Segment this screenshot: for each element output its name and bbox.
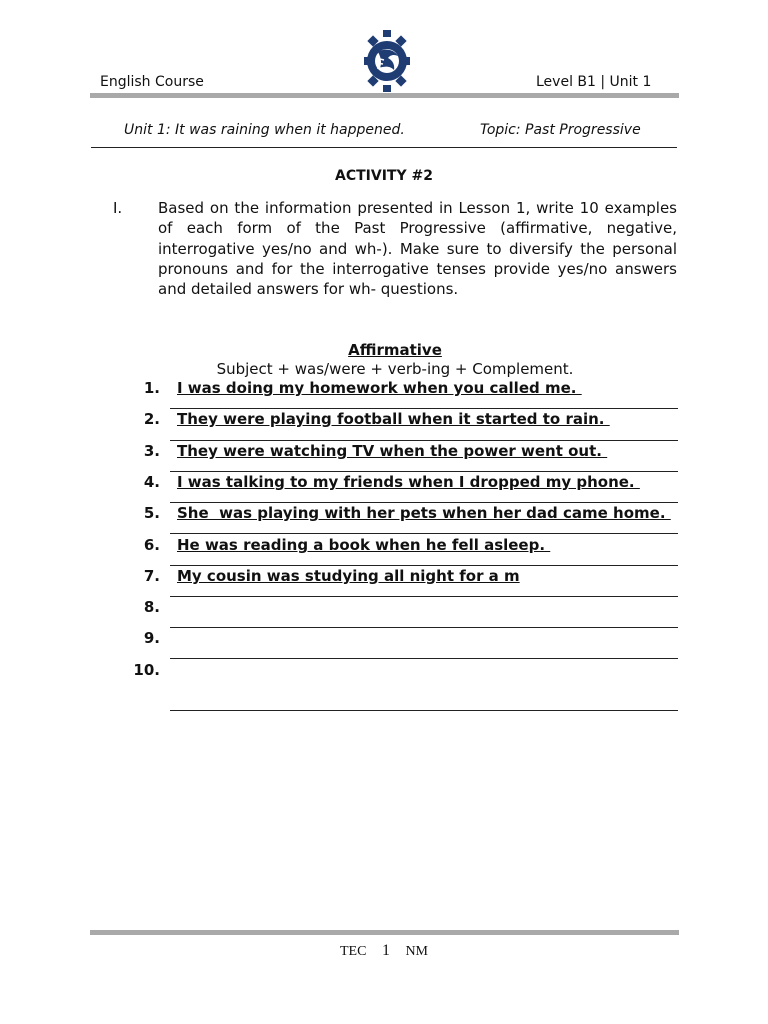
answer-line-2[interactable]: They were playing football when it started to rain. (177, 410, 610, 428)
answer-line-5[interactable]: She was playing with her pets when her dad came home. (177, 504, 671, 522)
answer-line-6[interactable]: He was reading a book when he fell asleep. (177, 536, 551, 554)
answer-rule (170, 471, 678, 472)
header-rule (91, 147, 677, 148)
activity-title: ACTIVITY #2 (335, 168, 433, 184)
answer-rule (170, 440, 678, 441)
answer-line-1[interactable]: I was doing my homework when you called me. (177, 379, 582, 397)
item-number: 2. (143, 410, 160, 428)
answer-rule (170, 502, 678, 503)
item-number: 9. (143, 629, 160, 647)
item-number: 3. (143, 442, 160, 460)
answer-rule (170, 627, 678, 628)
item-number: 1. (143, 379, 160, 397)
course-level: Level B1 | Unit 1 (536, 74, 652, 90)
footer-right-text: NM (405, 944, 428, 959)
answer-line-3[interactable]: They were watching TV when the power went out. (177, 442, 608, 460)
answer-rule (170, 658, 678, 659)
item-number: 6. (143, 536, 160, 554)
answer-rule (170, 533, 678, 534)
item-number: 7. (143, 567, 160, 585)
header-divider-bar (90, 93, 679, 98)
answer-rule (170, 408, 678, 409)
gear-with-eagle-logo (364, 30, 410, 92)
instructions-paragraph: Based on the information presented in Lesson 1, write 10 examples of each form of the Past Progressive (affirmative, negative, interrogative yes/no and wh-). Make sure to diversify the personal pronouns and for the interrogative tenses provide yes/no answers and detailed answers for wh- questions. (158, 199, 677, 299)
page-footer (0, 942, 768, 960)
section-numeral: I. (113, 199, 123, 217)
item-number: 5. (143, 504, 160, 522)
affirmative-formula: Subject + was/were + verb-ing + Complement. (216, 360, 574, 378)
page-number: 1 (381, 942, 390, 959)
course-name: English Course (100, 74, 204, 90)
footer-left-text: TEC (339, 944, 367, 959)
affirmative-heading: Affirmative (348, 341, 442, 359)
unit-title: Unit 1: It was raining when it happened. (124, 122, 405, 138)
answer-line-4[interactable]: I was talking to my friends when I dropped my phone. (177, 473, 640, 491)
answer-rule (170, 565, 678, 566)
item-number: 10. (133, 661, 160, 679)
answer-rule (170, 596, 678, 597)
item-number: 4. (143, 473, 160, 491)
answer-rule (170, 710, 678, 711)
item-number: 8. (143, 598, 160, 616)
answer-line-7[interactable]: My cousin was studying all night for a m (177, 567, 520, 585)
footer-divider-bar (90, 930, 679, 935)
topic-label: Topic: Past Progressive (480, 122, 641, 138)
